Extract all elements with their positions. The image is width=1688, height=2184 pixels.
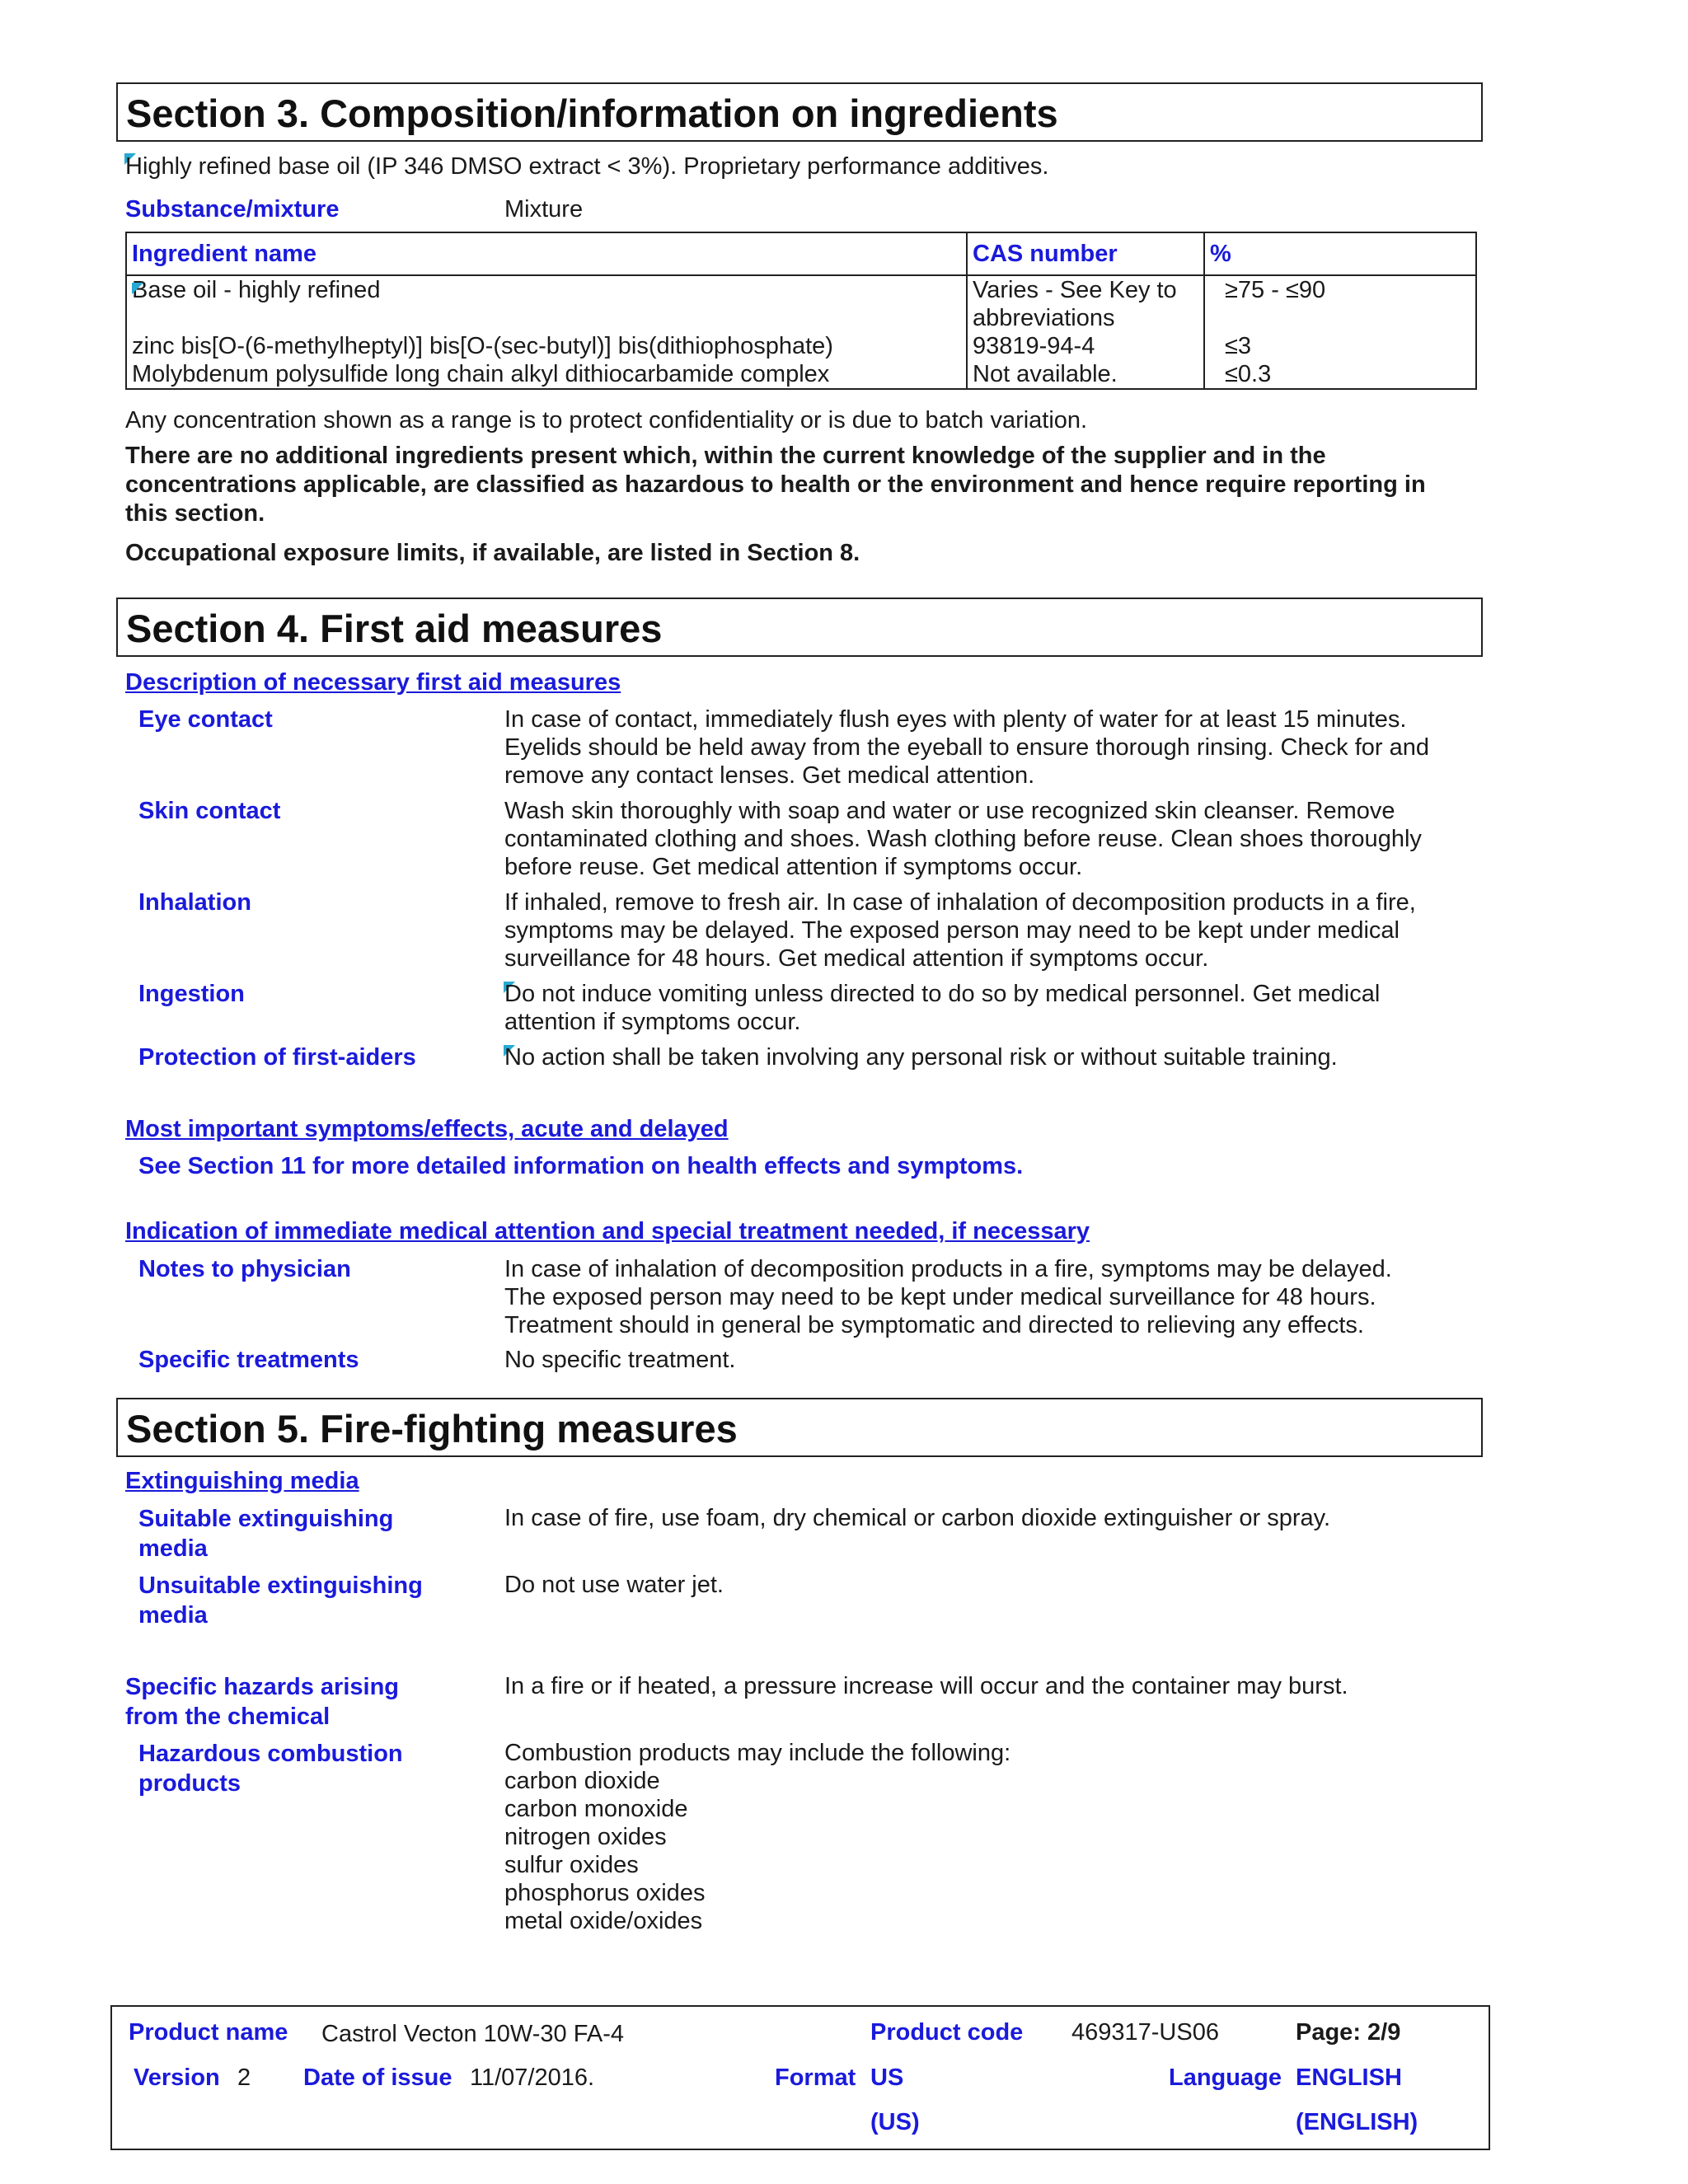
product-code-value: 469317-US06 [1071, 2019, 1219, 2046]
label-line: Unsuitable extinguishing [138, 1572, 423, 1599]
additional-ingredients-note [125, 442, 1426, 528]
text-line: symptoms may be delayed. The exposed person may need to be kept under medical [504, 917, 1400, 944]
col-header-percent: % [1204, 232, 1476, 275]
cas-value: 93819-94-4 [973, 333, 1095, 359]
note-line: this section. [125, 500, 265, 527]
section-3-title: Section 3. Composition/information on ingredients [126, 91, 1058, 135]
ingredient-name: Molybdenum polysulfide long chain alkyl dithiocarbamide complex [132, 361, 830, 387]
oel-note: Occupational exposure limits, if available, are listed in Section 8. [125, 540, 860, 566]
section-4-title: Section 4. First aid measures [126, 607, 663, 650]
format-label: Format [775, 2064, 856, 2091]
language-label: Language [1169, 2064, 1282, 2091]
ingredient-names-cell [126, 275, 967, 389]
text-line: surveillance for 48 hours. Get medical attention if symptoms occur. [504, 945, 1209, 972]
text-line: remove any contact lenses. Get medical attention. [504, 762, 1035, 789]
text-line: The exposed person may need to be kept under medical surveillance for 48 hours. [504, 1284, 1376, 1310]
specific-hazards-text: In a fire or if heated, a pressure increase will occur and the container may burst. [504, 1673, 1348, 1699]
table-row [126, 275, 1476, 389]
label-line: Suitable extinguishing [138, 1506, 394, 1532]
text-line: Eyelids should be held away from the eyeball to ensure thorough rinsing. Check for and [504, 734, 1429, 761]
language-sub-value: (ENGLISH) [1296, 2109, 1418, 2135]
notes-physician-text [504, 1255, 1392, 1339]
first-aid-description-heading: Description of necessary first aid measures [125, 669, 621, 696]
ingestion-label: Ingestion [138, 981, 245, 1007]
label-line: Specific hazards arising [125, 1674, 400, 1700]
percent-value: ≥75 - ≤90 [1225, 277, 1326, 303]
document-footer [110, 2005, 1490, 2150]
list-item: nitrogen oxides [504, 1824, 667, 1850]
unsuitable-media-text: Do not use water jet. [504, 1572, 724, 1598]
protection-first-aiders-text: No action shall be taken involving any personal risk or without suitable training. [504, 1044, 1338, 1071]
symptoms-text: See Section 11 for more detailed information on health effects and symptoms. [138, 1153, 1024, 1179]
list-item: carbon dioxide [504, 1768, 660, 1794]
product-code-label: Product code [870, 2019, 1024, 2046]
text-line: In case of inhalation of decomposition products in a fire, symptoms may be delayed. [504, 1256, 1392, 1282]
suitable-media-text: In case of fire, use foam, dry chemical or carbon dioxide extinguisher or spray. [504, 1505, 1331, 1531]
ingredient-name: zinc bis[O-(6-methylheptyl)] bis[O-(sec-butyl)] bis(dithiophosphate) [132, 333, 833, 359]
percent-value: ≤3 [1225, 333, 1252, 359]
col-header-cas: CAS number [967, 232, 1204, 275]
extinguishing-media-heading: Extinguishing media [125, 1468, 359, 1494]
inhalation-label: Inhalation [138, 889, 251, 916]
list-item: carbon monoxide [504, 1796, 688, 1822]
date-of-issue-label: Date of issue [303, 2064, 452, 2091]
label-line: Hazardous combustion [138, 1741, 403, 1767]
inhalation-text [504, 888, 1416, 972]
cas-value: Varies - See Key to [973, 277, 1177, 303]
composition-intro: Highly refined base oil (IP 346 DMSO extract < 3%). Proprietary performance additives. [125, 153, 1049, 180]
version-value: 2 [237, 2064, 251, 2091]
text-line: Wash skin thoroughly with soap and water or use recognized skin cleanser. Remove [504, 798, 1395, 824]
hazardous-combustion-label [138, 1739, 403, 1798]
label-line: media [138, 1535, 208, 1562]
notes-physician-label: Notes to physician [138, 1256, 351, 1282]
version-label: Version [134, 2064, 220, 2091]
text-line: In case of contact, immediately flush eyes with plenty of water for at least 15 minutes. [504, 706, 1407, 733]
note-line: concentrations applicable, are classified as hazardous to health or the environment and hence require reporting in [125, 471, 1426, 498]
medical-attention-heading: Indication of immediate medical attention and special treatment needed, if necessary [125, 1218, 1090, 1244]
percent-value [1225, 304, 1470, 332]
eye-contact-text [504, 705, 1429, 790]
date-of-issue-value: 11/07/2016. [470, 2064, 595, 2091]
protection-first-aiders-label: Protection of first-aiders [138, 1044, 416, 1071]
product-name-label: Product name [129, 2019, 288, 2046]
format-value: US [870, 2064, 904, 2091]
skin-contact-text [504, 797, 1422, 881]
percent-value: ≤0.3 [1225, 361, 1272, 387]
section-3-header [116, 82, 1483, 142]
percent-cell [1204, 275, 1476, 389]
specific-treatments-text: No specific treatment. [504, 1347, 736, 1373]
substance-label: Substance/mixture [125, 196, 340, 223]
ingredient-name: Base oil - highly refined [132, 277, 381, 303]
substance-value: Mixture [504, 196, 584, 223]
suitable-media-label [138, 1504, 393, 1563]
text-line: attention if symptoms occur. [504, 1009, 801, 1035]
text-line: Treatment should in general be symptomatic and directed to relieving any effects. [504, 1312, 1364, 1338]
range-note: Any concentration shown as a range is to protect confidentiality or is due to batch variation. [125, 407, 1088, 434]
list-item: Combustion products may include the following: [504, 1740, 1011, 1766]
col-header-ingredient: Ingredient name [126, 232, 967, 275]
label-line: from the chemical [125, 1704, 331, 1730]
format-sub-value: (US) [870, 2109, 920, 2135]
cas-numbers-cell [967, 275, 1204, 389]
eye-contact-label: Eye contact [138, 706, 273, 733]
change-marker-icon [132, 283, 143, 294]
ingestion-text [504, 980, 1380, 1036]
product-name-value: Castrol Vecton 10W-30 FA-4 [321, 2021, 624, 2047]
specific-hazards-label [125, 1672, 399, 1732]
page-number: Page: 2/9 [1296, 2019, 1401, 2046]
list-item: sulfur oxides [504, 1852, 639, 1878]
symptoms-heading: Most important symptoms/effects, acute and delayed [125, 1116, 729, 1142]
list-item: phosphorus oxides [504, 1880, 706, 1906]
label-line: products [138, 1770, 241, 1797]
cas-value: Not available. [973, 361, 1118, 387]
text-line: If inhaled, remove to fresh air. In case of inhalation of decomposition products in a fire, [504, 889, 1416, 916]
label-line: media [138, 1602, 208, 1629]
language-value: ENGLISH [1296, 2064, 1402, 2091]
cas-value: abbreviations [973, 305, 1115, 331]
text-line: Do not induce vomiting unless directed to do so by medical personnel. Get medical [504, 981, 1381, 1007]
specific-treatments-label: Specific treatments [138, 1347, 359, 1373]
ingredient-name [132, 304, 961, 332]
unsuitable-media-label [138, 1571, 423, 1630]
ingredients-table [125, 232, 1477, 390]
skin-contact-label: Skin contact [138, 798, 281, 824]
section-5-header [116, 1398, 1483, 1457]
hazardous-combustion-list [504, 1739, 1010, 1935]
section-5-title: Section 5. Fire-fighting measures [126, 1407, 738, 1451]
text-line: before reuse. Get medical attention if symptoms occur. [504, 854, 1083, 880]
text-line: contaminated clothing and shoes. Wash clothing before reuse. Clean shoes thoroughly [504, 826, 1422, 852]
note-line: There are no additional ingredients present which, within the current knowledge of the supplier and in the [125, 443, 1326, 469]
list-item: metal oxide/oxides [504, 1908, 703, 1934]
section-4-header [116, 598, 1483, 657]
